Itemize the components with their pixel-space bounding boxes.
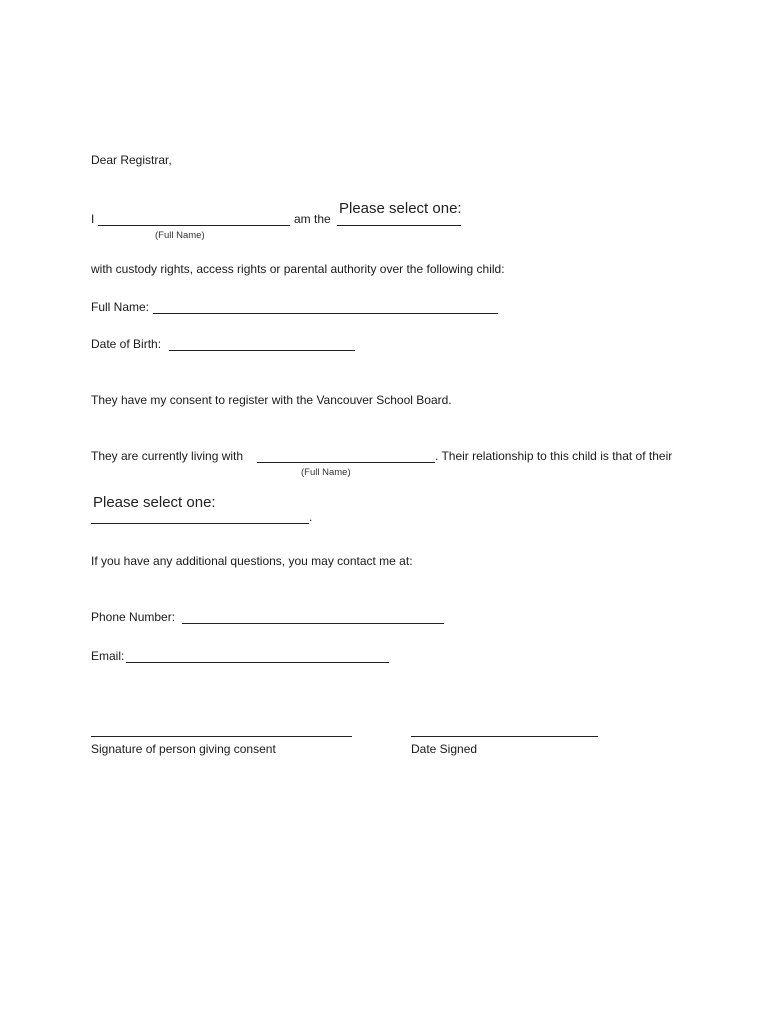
living-with-prefix: They are currently living with <box>91 449 244 463</box>
child-dob-label: Date of Birth: <box>91 337 162 351</box>
child-full-name-field[interactable] <box>153 313 498 314</box>
phone-field[interactable] <box>182 623 444 624</box>
parent-name-field[interactable] <box>98 225 290 226</box>
date-signed-label: Date Signed <box>411 742 478 756</box>
parent-name-caption: (Full Name) <box>155 230 205 241</box>
relationship-period: . <box>309 510 313 524</box>
child-dob-field[interactable] <box>169 350 355 351</box>
signature-label: Signature of person giving consent <box>91 742 276 756</box>
custody-text: with custody rights, access rights or parental authority over the following child: <box>91 262 505 276</box>
relationship-select-line <box>91 523 309 524</box>
parent-role-select[interactable]: Please select one: <box>339 200 462 217</box>
date-signed-field[interactable] <box>411 736 598 737</box>
phone-label: Phone Number: <box>91 610 176 624</box>
child-full-name-label: Full Name: <box>91 300 150 314</box>
guardian-name-caption: (Full Name) <box>301 467 351 478</box>
parent-role-select-line <box>337 225 461 226</box>
consent-text: They have my consent to register with the Vancouver School Board. <box>91 393 452 407</box>
salutation: Dear Registrar, <box>91 153 172 167</box>
living-with-suffix: . Their relationship to this child is that of their <box>435 449 673 463</box>
email-field[interactable] <box>126 662 389 663</box>
relationship-select[interactable]: Please select one: <box>93 494 216 511</box>
line1-middle: am the <box>294 212 331 226</box>
line1-prefix: I <box>91 212 95 226</box>
signature-field[interactable] <box>91 736 352 737</box>
email-label: Email: <box>91 649 125 663</box>
guardian-name-field[interactable] <box>257 462 435 463</box>
contact-text: If you have any additional questions, you may contact me at: <box>91 554 413 568</box>
